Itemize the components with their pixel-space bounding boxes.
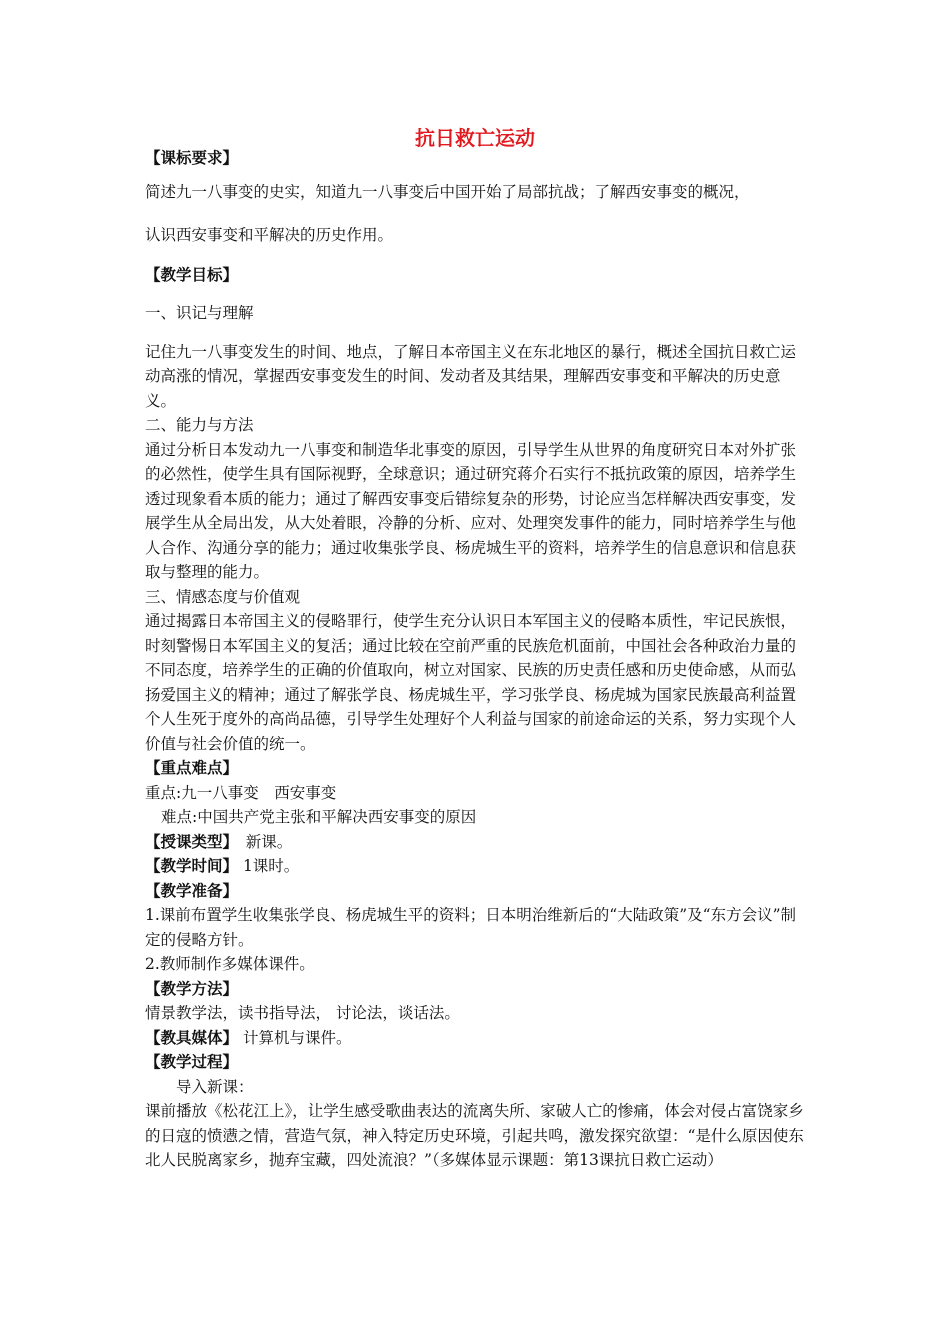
lesson-time-label: 【教学时间】 [145,856,239,875]
difficult-point: 难点:中国共产党主张和平解决西安事变的原因 [161,808,477,826]
curriculum-requirement-heading: 【课标要求】 [145,148,239,167]
goal-2-subheading: 二、能力与方法 [145,416,254,434]
lesson-type-row [145,830,810,855]
goal-3-subheading: 三、情感态度与价值观 [145,587,301,606]
process-heading: 【教学过程】 [145,1052,239,1071]
media-value: 计算机与课件。 [238,1028,352,1047]
media-label: 【教具媒体】 [145,1027,239,1047]
document-body [145,146,810,1173]
intro-label: 导入新课： [176,1077,254,1096]
intro-text: 课前播放《松花江上》，让学生感受歌曲表达的流离失所、家破人亡的惨痛，体会对侵占富饶家乡的日寇的愤懑之情，营造气氛，神入特定历史环境，引起共鸣，激发探究欲望：“是什么原因使东北人民脱离家乡，抛弃宝藏，四处流浪？”（多媒体显示课题：第13课抗日救亡运动） [145,1102,804,1169]
lesson-time-row [145,854,810,879]
preparation-item-2: 2.教师制作多媒体课件。 [145,955,315,973]
goal-2-text: 通过分析日本发动九一八事变和制造华北事变的原因，引导学生从世界的角度研究日本对外扩张的必然性，使学生具有国际视野，全球意识；通过研究蒋介石实行不抵抗政策的原因，培养学生透过现象看本质的能力；通过了解西安事变后错综复杂的形势，讨论应当怎样解决西安事变，发展学生从全局出发，从大处着眼，冷静的分析、应对、处理突发事件的能力，同时培养学生与他人合作、沟通分享的能力；通过收集张学良、杨虎城生平的资料，培养学生的信息意识和信息获取与整理的能力。 [145,440,797,581]
key-points-heading: 【重点难点】 [145,758,239,777]
key-point: 重点:九一八事变 西安事变 [145,783,337,802]
teaching-goals-heading: 【教学目标】 [145,264,239,284]
goal-3-text: 通过揭露日本帝国主义的侵略罪行，使学生充分认识日本军国主义的侵略本质性，牢记民族恨，时刻警惕日本军国主义的复活；通过比较在空前严重的民族危机面前，中国社会各种政治力量的不同态度，培养学生的正确的价值取向，树立对国家、民族的历史责任感和历史使命感，从而弘扬爱国主义的精神；通过了解张学良、杨虎城生平，学习张学良、杨虎城为国家民族最高利益置个人生死于度外的高尚品德，引导学生处理好个人利益与国家的前途命运的关系，努力实现个人价值与社会价值的统一。 [145,612,797,753]
methods-text: 情景教学法，读书指导法， 讨论法，谈话法。 [145,1004,460,1022]
document-title: 抗日救亡运动 [415,126,535,150]
methods-heading: 【教学方法】 [145,978,239,998]
preparation-heading: 【教学准备】 [145,880,239,900]
goal-1-text: 记住九一八事变发生的时间、地点，了解日本帝国主义在东北地区的暴行，概述全国抗日救亡运动高涨的情况，掌握西安事变发生的时间、发动者及其结果，理解西安事变和平解决的历史意义。 [145,342,797,410]
lesson-time-value: 1课时。 [238,857,300,875]
curriculum-requirement-line-2: 认识西安事变和平解决的历史作用。 [145,225,394,244]
lesson-type-value: 新课。 [230,832,293,851]
curriculum-requirement-line-1: 简述九一八事变的史实，知道九一八事变后中国开始了局部抗战；了解西安事变的概况， [145,182,750,201]
goal-1-subheading: 一、识记与理解 [145,304,254,322]
media-row [145,1026,810,1051]
lesson-type-label: 【授课类型】 [145,831,231,851]
preparation-item-1: 1.课前布置学生收集张学良、杨虎城生平的资料；日本明治维新后的“大陆政策”及“东方会议”制定的侵略方针。 [145,906,796,949]
